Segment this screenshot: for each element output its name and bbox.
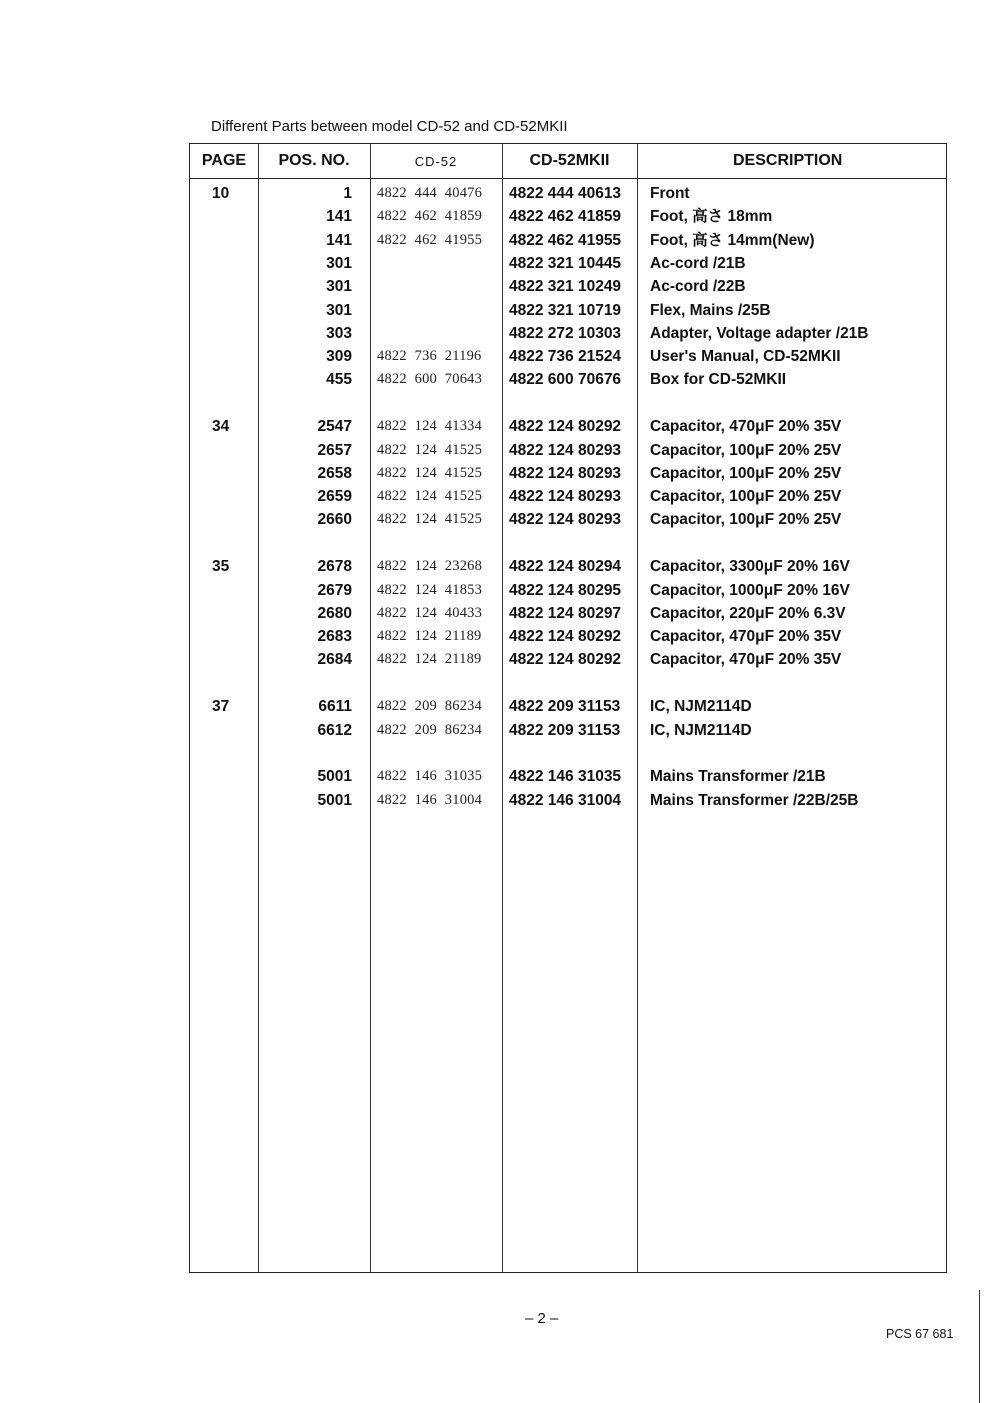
cd52-part-cell: 4822 124 40433 (377, 605, 483, 621)
cd52mk2-part-cell: 4822 209 31153 (509, 698, 621, 715)
header-page: PAGE (201, 152, 247, 169)
table-caption: Different Parts between model CD-52 and CD-52MKII (211, 118, 568, 135)
description-cell: Capacitor, 470μF 20% 35V (650, 651, 842, 668)
page-cell: 10 (212, 185, 230, 202)
cd52mk2-part-cell: 4822 462 41859 (509, 208, 622, 225)
pos-no-cell: 309 (326, 348, 352, 365)
pos-no-cell: 2683 (317, 628, 352, 645)
description-cell: Capacitor, 100μF 20% 25V (650, 511, 842, 528)
cd52-part-cell: 4822 462 41859 (377, 208, 483, 224)
cd52mk2-part-cell: 4822 124 80293 (509, 465, 622, 482)
pos-no-cell: 2679 (317, 582, 352, 599)
cd52mk2-part-cell: 4822 124 80295 (509, 582, 622, 599)
description-cell: Adapter, Voltage adapter /21B (650, 325, 869, 342)
cd52-part-cell: 4822 124 41334 (377, 418, 483, 434)
cd52-part-cell: 4822 124 41525 (377, 511, 483, 527)
pos-no-cell: 301 (326, 302, 352, 319)
pos-no-cell: 2657 (317, 442, 352, 459)
description-cell: Capacitor, 100μF 20% 25V (650, 488, 842, 505)
cd52-part-cell: 4822 462 41955 (377, 232, 483, 248)
pos-no-cell: 141 (326, 232, 352, 249)
description-cell: IC, NJM2114D (650, 722, 752, 739)
description-cell: Capacitor, 3300μF 20% 16V (650, 558, 850, 575)
description-cell: User's Manual, CD-52MKII (650, 348, 841, 365)
pos-no-cell: 2684 (317, 651, 352, 668)
description-cell: Flex, Mains /25B (650, 302, 771, 319)
cd52mk2-part-cell: 4822 124 80292 (509, 651, 622, 668)
description-cell: Capacitor, 100μF 20% 25V (650, 442, 842, 459)
pos-no-cell: 2658 (317, 465, 352, 482)
table-row (190, 182, 948, 205)
pos-no-cell: 301 (326, 278, 352, 295)
header-description: DESCRIPTION (733, 152, 843, 169)
cd52mk2-part-cell: 4822 321 10719 (509, 302, 622, 319)
cd52-part-cell: 4822 600 70643 (377, 371, 483, 387)
pos-no-cell: 301 (326, 255, 352, 272)
table-row (190, 205, 948, 228)
pos-no-cell: 6612 (317, 722, 352, 739)
table-row (190, 485, 948, 508)
table-row (190, 229, 948, 252)
cd52mk2-part-cell: 4822 124 80294 (509, 558, 622, 575)
pos-no-cell: 2678 (317, 558, 352, 575)
table-row (190, 719, 948, 742)
page-number: – 2 – (525, 1310, 559, 1327)
cd52mk2-part-cell: 4822 600 70676 (509, 371, 622, 388)
page-cell: 35 (212, 558, 230, 575)
pos-no-cell: 141 (326, 208, 352, 225)
description-cell: Capacitor, 100μF 20% 25V (650, 465, 842, 482)
description-cell: Front (650, 185, 690, 202)
pos-no-cell: 2680 (317, 605, 352, 622)
cd52mk2-part-cell: 4822 209 31153 (509, 722, 621, 739)
table-row (190, 695, 948, 718)
cd52mk2-part-cell: 4822 272 10303 (509, 325, 622, 342)
cd52-part-cell: 4822 209 86234 (377, 698, 483, 714)
cd52-part-cell: 4822 124 41525 (377, 465, 483, 481)
page-cell: 34 (212, 418, 230, 435)
pos-no-cell: 455 (326, 371, 352, 388)
pos-no-cell: 2547 (317, 418, 352, 435)
cd52mk2-part-cell: 4822 462 41955 (509, 232, 622, 249)
pos-no-cell: 303 (326, 325, 352, 342)
description-cell: Capacitor, 220μF 20% 6.3V (650, 605, 846, 622)
cd52mk2-part-cell: 4822 444 40613 (509, 185, 622, 202)
cd52mk2-part-cell: 4822 124 80292 (509, 628, 622, 645)
description-cell: Foot, 高さ 14mm(New) (650, 232, 815, 249)
document-reference: PCS 67 681 (886, 1327, 954, 1341)
cd52mk2-part-cell: 4822 736 21524 (509, 348, 622, 365)
cd52-part-cell: 4822 124 21189 (377, 628, 482, 644)
table-row (190, 462, 948, 485)
table-row (190, 508, 948, 531)
cd52mk2-part-cell: 4822 124 80293 (509, 442, 622, 459)
table-row (190, 579, 948, 602)
cd52-part-cell: 4822 444 40476 (377, 185, 483, 201)
cd52mk2-part-cell: 4822 124 80293 (509, 488, 622, 505)
cd52-part-cell: 4822 124 23268 (377, 558, 483, 574)
table-row (190, 439, 948, 462)
header-cd52: CD-52 (414, 153, 458, 169)
header-cd52mk2: CD-52MKII (529, 152, 610, 169)
cd52-part-cell: 4822 209 86234 (377, 722, 483, 738)
table-row (190, 368, 948, 391)
pos-no-cell: 1 (343, 185, 352, 202)
description-cell: Capacitor, 470μF 20% 35V (650, 418, 842, 435)
description-cell: Ac-cord /22B (650, 278, 746, 295)
cd52-part-cell: 4822 124 41525 (377, 488, 483, 504)
pos-no-cell: 2660 (317, 511, 352, 528)
description-cell: Mains Transformer /22B/25B (650, 792, 859, 809)
margin-line (979, 1290, 980, 1403)
cd52-part-cell: 4822 124 41525 (377, 442, 483, 458)
cd52mk2-part-cell: 4822 124 80293 (509, 511, 622, 528)
table-row (190, 625, 948, 648)
pos-no-cell: 2659 (317, 488, 352, 505)
description-cell: Foot, 高さ 18mm (650, 208, 773, 225)
table-row (190, 299, 948, 322)
cd52-part-cell: 4822 124 41853 (377, 582, 483, 598)
description-cell: Ac-cord /21B (650, 255, 746, 272)
table-row (190, 252, 948, 275)
table-row (190, 602, 948, 625)
cd52-part-cell: 4822 124 21189 (377, 651, 482, 667)
table-row (190, 415, 948, 438)
cd52mk2-part-cell: 4822 146 31035 (509, 768, 622, 785)
header-pos-no: POS. NO. (278, 152, 350, 169)
description-cell: Capacitor, 470μF 20% 35V (650, 628, 842, 645)
cd52mk2-part-cell: 4822 146 31004 (509, 792, 622, 809)
pos-no-cell: 6611 (318, 698, 352, 715)
pos-no-cell: 5001 (317, 768, 352, 785)
table-row (190, 322, 948, 345)
cd52mk2-part-cell: 4822 321 10445 (509, 255, 622, 272)
description-cell: Capacitor, 1000μF 20% 16V (650, 582, 850, 599)
cd52mk2-part-cell: 4822 321 10249 (509, 278, 622, 295)
cd52mk2-part-cell: 4822 124 80297 (509, 605, 622, 622)
page-cell: 37 (212, 698, 230, 715)
table-row (190, 345, 948, 368)
cd52-part-cell: 4822 736 21196 (377, 348, 482, 364)
cd52-part-cell: 4822 146 31035 (377, 768, 483, 784)
table-row (190, 789, 948, 812)
table-row (190, 765, 948, 788)
table-row (190, 275, 948, 298)
description-cell: Mains Transformer /21B (650, 768, 826, 785)
parts-table (189, 143, 947, 1273)
header-divider (190, 178, 946, 179)
pos-no-cell: 5001 (317, 792, 352, 809)
description-cell: IC, NJM2114D (650, 698, 752, 715)
cd52mk2-part-cell: 4822 124 80292 (509, 418, 622, 435)
table-row (190, 555, 948, 578)
cd52-part-cell: 4822 146 31004 (377, 792, 483, 808)
table-row (190, 648, 948, 671)
description-cell: Box for CD-52MKII (650, 371, 787, 388)
